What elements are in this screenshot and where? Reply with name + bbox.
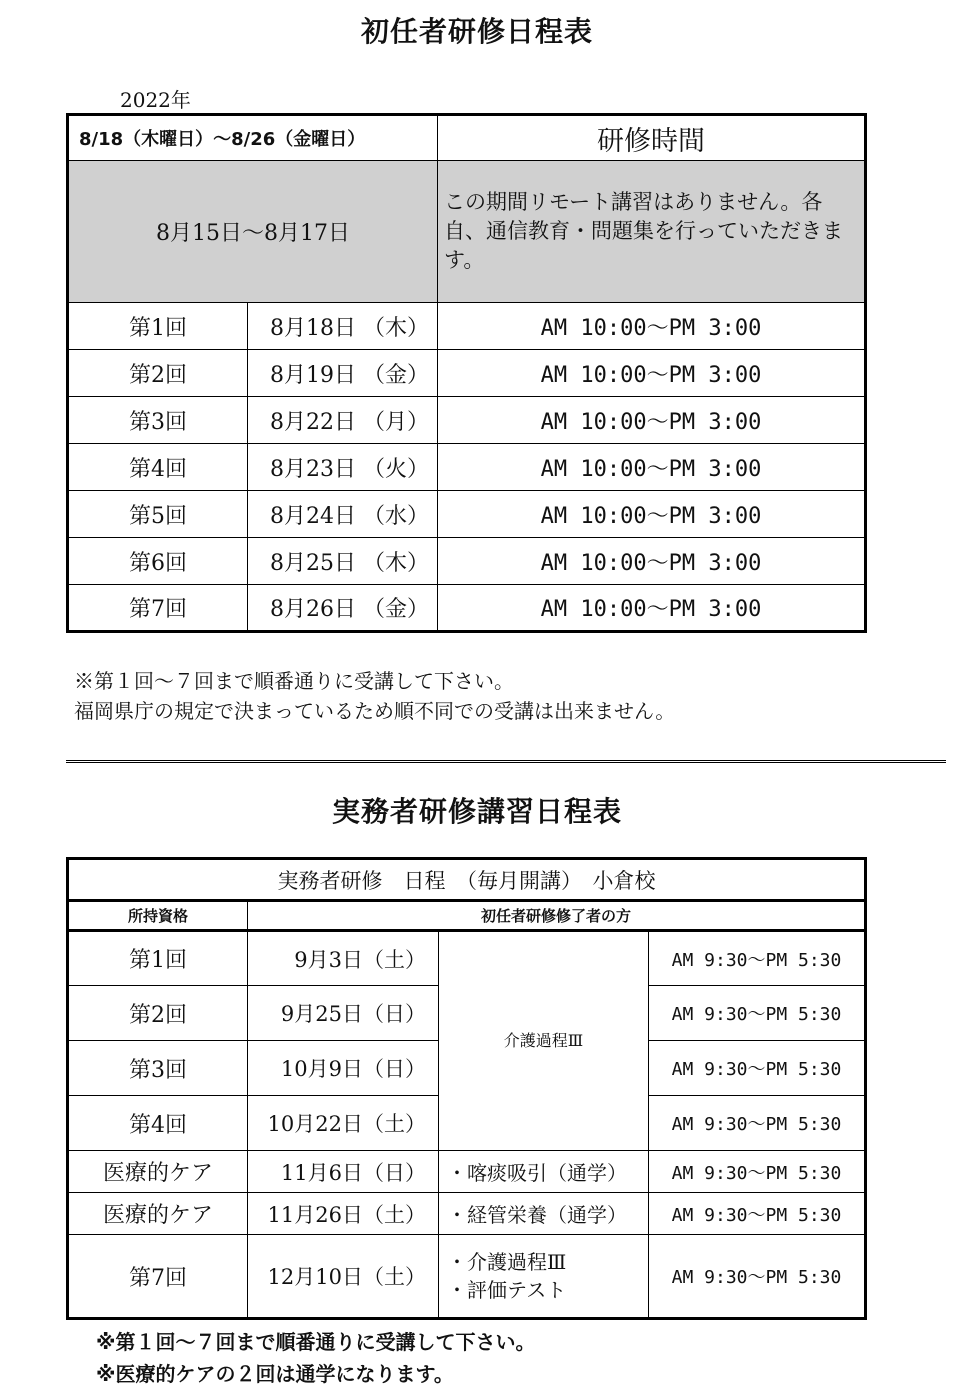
- session-date: 10月22日（土）: [248, 1096, 439, 1151]
- session-time: AM 10:00〜PM 3:00: [438, 397, 866, 444]
- session-course: [439, 1235, 649, 1319]
- table-row: [68, 585, 866, 632]
- session-date: 11月26日（土）: [248, 1193, 439, 1235]
- session-label: 第3回: [68, 1041, 248, 1096]
- session-date: 9月25日（日）: [248, 986, 439, 1041]
- table-row: [68, 1235, 866, 1319]
- title-shoninsha: 初任者研修日程表: [360, 15, 593, 48]
- session-course: ・経管栄養（通学）: [439, 1193, 649, 1235]
- session-time: AM 10:00〜PM 3:00: [438, 538, 866, 585]
- table-row: [68, 931, 866, 986]
- session-label: 第2回: [68, 350, 248, 397]
- header-period: 8/18（木曜日）〜8/26（金曜日）: [68, 115, 438, 161]
- schedule-caption: 実務者研修 日程 （毎月開講） 小倉校: [68, 859, 866, 901]
- table-row: [68, 303, 866, 350]
- session-label: 第2回: [68, 986, 248, 1041]
- session-time: AM 10:00〜PM 3:00: [438, 444, 866, 491]
- note-line-1: ※第１回〜７回まで順番通りに受講して下さい。: [74, 669, 514, 693]
- session-time: AM 10:00〜PM 3:00: [438, 491, 866, 538]
- session-time: AM 9:30〜PM 5:30: [649, 1151, 866, 1193]
- session-label: 医療的ケア: [68, 1151, 248, 1193]
- course-kaigo-katei: 介護過程Ⅲ: [439, 931, 649, 1151]
- session-label: 第6回: [68, 538, 248, 585]
- session-label: 第4回: [68, 1096, 248, 1151]
- session-label: 第1回: [68, 931, 248, 986]
- session-time: AM 9:30〜PM 5:30: [649, 1096, 866, 1151]
- session-date: 9月3日（土）: [248, 931, 439, 986]
- session-time: AM 10:00〜PM 3:00: [438, 303, 866, 350]
- session-label: 第1回: [68, 303, 248, 350]
- session-date: 11月6日（日）: [248, 1151, 439, 1193]
- section-divider: [66, 760, 946, 763]
- footnote-1: ※第１回〜７回まで順番通りに受講して下さい。: [96, 1330, 536, 1354]
- column-target: 初任者研修修了者の方: [248, 901, 866, 931]
- table-row: [68, 1151, 866, 1193]
- session-time: AM 9:30〜PM 5:30: [649, 1235, 866, 1319]
- table-row: [68, 350, 866, 397]
- session-time: AM 9:30〜PM 5:30: [649, 986, 866, 1041]
- session-course: ・喀痰吸引（通学）: [439, 1151, 649, 1193]
- session-date: 8月26日 （金）: [248, 585, 438, 632]
- remote-note: この期間リモート講習はありません。各自、通信教育・問題集を行っていただきます。: [438, 161, 866, 303]
- note-line-2: 福岡県庁の規定で決まっているため順不同での受講は出来ません。: [74, 699, 676, 723]
- column-qualification: 所持資格: [68, 901, 248, 931]
- table-row: [68, 397, 866, 444]
- shoninsha-schedule-table: [66, 113, 867, 633]
- session-date: 8月24日 （水）: [248, 491, 438, 538]
- session-date: 12月10日（土）: [248, 1235, 439, 1319]
- session-time: AM 10:00〜PM 3:00: [438, 585, 866, 632]
- year-label: 2022年: [120, 88, 191, 112]
- session-label: 第7回: [68, 1235, 248, 1319]
- remote-period: 8月15日〜8月17日: [68, 161, 438, 303]
- course-line: ・介護過程Ⅲ: [447, 1250, 567, 1274]
- session-date: 8月25日 （木）: [248, 538, 438, 585]
- session-date: 8月22日 （月）: [248, 397, 438, 444]
- session-date: 8月18日 （木）: [248, 303, 438, 350]
- header-time: 研修時間: [438, 115, 866, 161]
- session-time: AM 10:00〜PM 3:00: [438, 350, 866, 397]
- footnote-2: ※医療的ケアの２回は通学になります。: [96, 1362, 454, 1386]
- session-label: 第3回: [68, 397, 248, 444]
- session-label: 医療的ケア: [68, 1193, 248, 1235]
- session-time: AM 9:30〜PM 5:30: [649, 1041, 866, 1096]
- table-row: [68, 538, 866, 585]
- session-date: 8月23日 （火）: [248, 444, 438, 491]
- jitsumusha-schedule-table: [66, 857, 867, 1320]
- session-time: AM 9:30〜PM 5:30: [649, 1193, 866, 1235]
- session-date: 8月19日 （金）: [248, 350, 438, 397]
- session-label: 第7回: [68, 585, 248, 632]
- table-row: [68, 1193, 866, 1235]
- session-label: 第5回: [68, 491, 248, 538]
- table-row: [68, 444, 866, 491]
- title-jitsumusha: 実務者研修講習日程表: [331, 795, 622, 828]
- session-label: 第4回: [68, 444, 248, 491]
- session-time: AM 9:30〜PM 5:30: [649, 931, 866, 986]
- table-row: [68, 491, 866, 538]
- course-line: ・評価テスト: [447, 1278, 567, 1302]
- session-date: 10月9日（日）: [248, 1041, 439, 1096]
